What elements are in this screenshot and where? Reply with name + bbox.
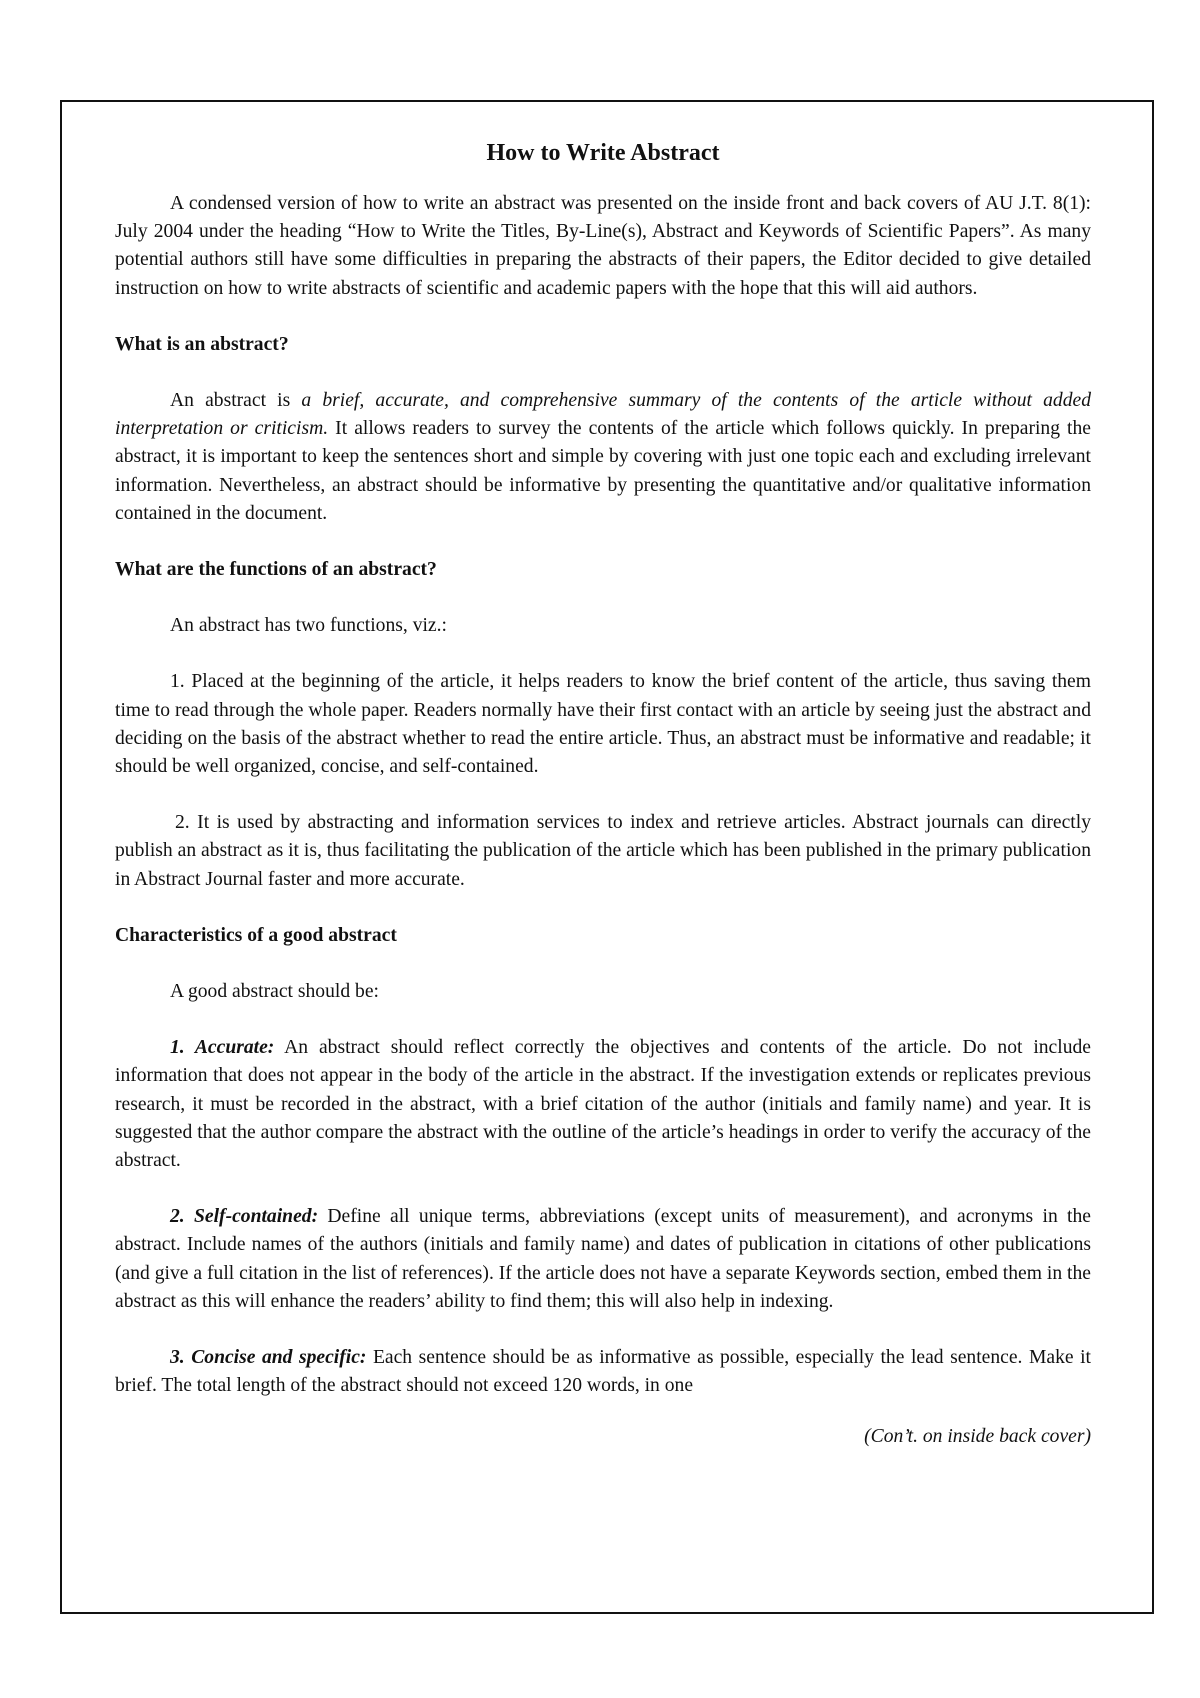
- characteristic-text: An abstract should reflect correctly the objectives and contents of the article. Do not include information that does not appear in the body of the article in the abstract. If the investigation extends or replicates previous research, it must be recorded in the abstract, with a brief citation of the author (initials and family name) and year. It is suggested that the author compare the abstract with the outline of the article’s headings in order to verify the accuracy of the abstract.: [115, 1037, 1091, 1172]
- definition-emphasis: a brief, accurate, and comprehensive summary of the contents of the article without added interpretation or criticism.: [115, 390, 1092, 440]
- characteristic-accurate: [115, 1034, 1091, 1175]
- definition-lead: An abstract is: [170, 390, 302, 412]
- characteristic-text: Each sentence should be as informative as possible, especially the lead sentence. Make it brief. The total length of the abstract should not exceed 120 words, in one: [115, 1347, 1091, 1397]
- section-heading-what-is-abstract: What is an abstract?: [115, 333, 289, 355]
- document-body: [115, 138, 1091, 1451]
- functions-intro: An abstract has two functions, viz.:: [170, 615, 447, 637]
- characteristic-label: 1. Accurate:: [170, 1037, 275, 1059]
- characteristic-self-contained: [115, 1203, 1091, 1316]
- definition-rest: It allows readers to survey the contents of the article which follows quickly. In preparing the abstract, it is important to keep the sentences short and simple by covering with just one topic each and excluding irrelevant information. Nevertheless, an abstract should be informative by presenting the quantitative and/or qualitative information contained in the document.: [115, 418, 1091, 524]
- continuation-note: (Con’t. on inside back cover): [864, 1425, 1091, 1447]
- characteristics-intro: A good abstract should be:: [170, 981, 379, 1003]
- page-title: How to Write Abstract: [486, 140, 720, 166]
- definition-paragraph: [115, 387, 1091, 528]
- section-heading-characteristics: Characteristics of a good abstract: [115, 924, 397, 946]
- intro-paragraph: A condensed version of how to write an abstract was presented on the inside front and back covers of AU J.T. 8(1): July 2004 under the heading “How to Write the Titles, By-Line(s), Abstract and Keywords of Scientific Papers”. As many potential authors still have some difficulties in preparing the abstracts of their papers, the Editor decided to give detailed instruction on how to write abstracts of scientific and academic papers with the hope that this will aid authors.: [115, 193, 1091, 299]
- function-item-1: 1. Placed at the beginning of the article, it helps readers to know the brief content of the article, thus saving them time to read through the whole paper. Readers normally have their first contact with an article by seeing just the abstract and deciding on the basis of the abstract whether to read the entire article. Thus, an abstract must be informative and readable; it should be well organized, concise, and self-contained.: [115, 671, 1091, 778]
- characteristic-label: 3. Concise and specific:: [170, 1347, 367, 1369]
- characteristic-text: Define all unique terms, abbreviations (except units of measurement), and acronyms in the abstract. Include names of the authors (initials and family name) and dates of publication in citations of other publications (and give a full citation in the list of references). If the article does not have a separate Keywords section, embed them in the abstract as this will enhance the readers’ ability to find them; this will also help in indexing.: [115, 1206, 1091, 1312]
- function-item-2: 2. It is used by abstracting and information services to index and retrieve articles. Abstract journals can directly publish an abstract as it is, thus facilitating the publication of the article which has been published in the primary publication in Abstract Journal faster and more accurate.: [115, 812, 1091, 890]
- characteristic-label: 2. Self-contained:: [170, 1206, 319, 1228]
- characteristic-concise: [115, 1344, 1091, 1400]
- section-heading-functions: What are the functions of an abstract?: [115, 559, 437, 581]
